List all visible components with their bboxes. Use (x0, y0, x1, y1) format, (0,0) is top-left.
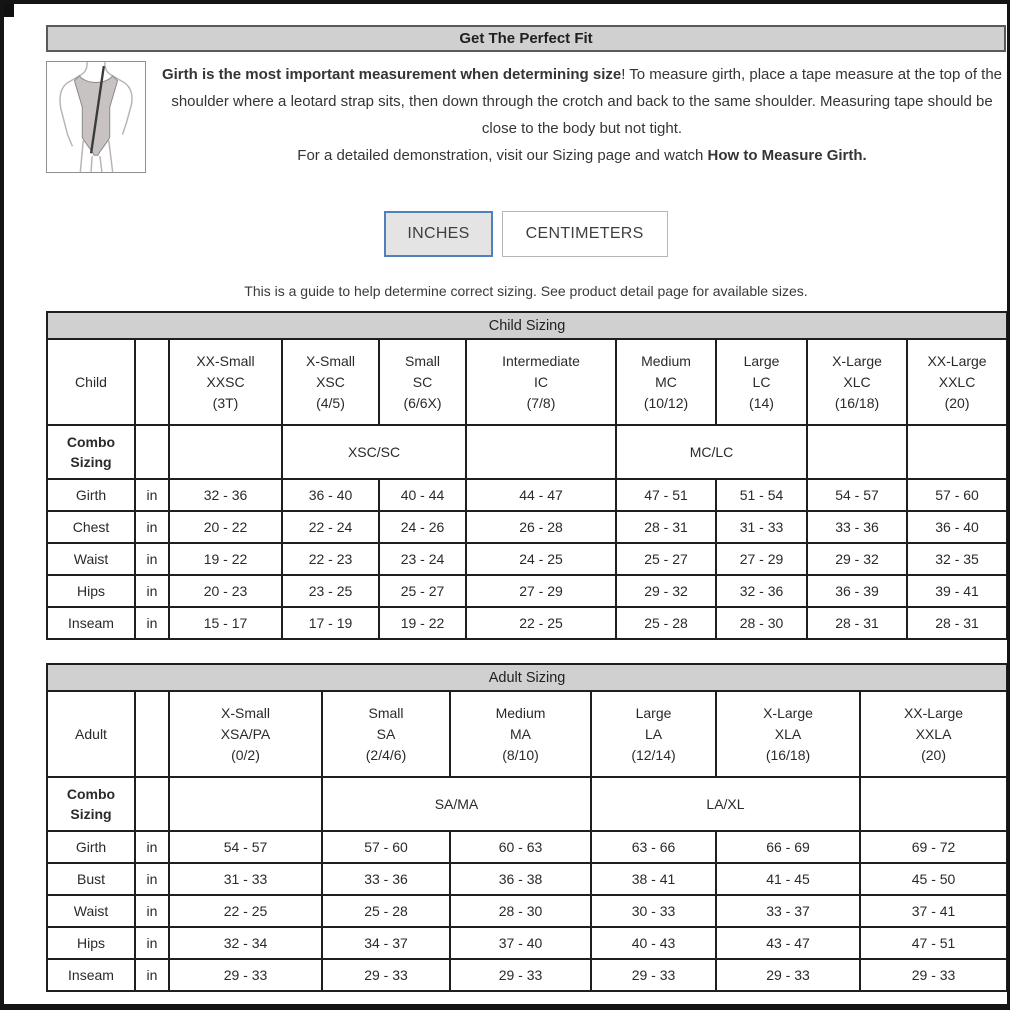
combo-cell: MC/LC (616, 425, 807, 479)
size-value-cell: 29 - 32 (616, 575, 716, 607)
size-value-cell: 66 - 69 (716, 831, 860, 863)
size-column-header (807, 339, 907, 425)
size-value-cell: 32 - 36 (716, 575, 807, 607)
size-value-cell: 22 - 23 (282, 543, 379, 575)
unit-cell: in (135, 959, 169, 991)
size-header-line: XSA/PA (220, 725, 271, 742)
unit-cell: in (135, 895, 169, 927)
size-value-cell: 32 - 35 (907, 543, 1007, 575)
size-column-header (379, 339, 466, 425)
size-header-line: XX-Large (927, 352, 987, 369)
size-column-header (591, 691, 716, 777)
size-value-cell: 47 - 51 (860, 927, 1007, 959)
size-value-cell: 51 - 54 (716, 479, 807, 511)
size-column-header (860, 691, 1007, 777)
size-value-cell: 31 - 33 (716, 511, 807, 543)
measurement-label: Girth (47, 479, 135, 511)
measurement-label: Hips (47, 927, 135, 959)
size-header-line: XLC (843, 373, 871, 390)
table-corner-label: Child (47, 339, 135, 425)
combo-cell: SA/MA (322, 777, 591, 831)
size-value-cell: 45 - 50 (860, 863, 1007, 895)
girth-instructions (158, 61, 1006, 142)
size-value-cell: 41 - 45 (716, 863, 860, 895)
unit-cell: in (135, 927, 169, 959)
table-title-row (47, 312, 1007, 339)
measurement-row (47, 927, 1007, 959)
size-header-line: (10/12) (643, 394, 689, 411)
size-value-cell: 29 - 33 (860, 959, 1007, 991)
size-value-cell: 36 - 38 (450, 863, 591, 895)
size-value-cell: 29 - 33 (169, 959, 322, 991)
measurement-label: Hips (47, 575, 135, 607)
size-value-cell: 30 - 33 (591, 895, 716, 927)
leotard-figure-icon (47, 62, 145, 172)
size-column-header (322, 691, 450, 777)
child-sizing-table-container (46, 311, 1006, 640)
size-header-line: X-Large (763, 704, 813, 721)
size-header-line: LA (644, 725, 663, 742)
intro-text (146, 61, 1006, 173)
size-header-line: (7/8) (526, 394, 556, 411)
size-header-line: Large (743, 352, 780, 369)
child-table (46, 311, 1007, 640)
size-value-cell: 29 - 33 (716, 959, 860, 991)
size-header-line: Small (368, 704, 404, 721)
size-value-cell: 17 - 19 (282, 607, 379, 639)
unit-cell: in (135, 607, 169, 639)
measurement-row (47, 511, 1007, 543)
combo-cell (466, 425, 616, 479)
combo-sizing-row (47, 425, 1007, 479)
size-header-line: XXSC (206, 373, 245, 390)
size-value-cell: 36 - 40 (282, 479, 379, 511)
combo-cell (169, 425, 282, 479)
size-value-cell: 63 - 66 (591, 831, 716, 863)
size-value-cell: 20 - 23 (169, 575, 282, 607)
size-column-header (169, 691, 322, 777)
measurement-row (47, 575, 1007, 607)
girth-instructions-bold: Girth is the most important measurement when determining size (161, 66, 622, 83)
size-header-line: (0/2) (231, 746, 260, 763)
size-value-cell: 38 - 41 (591, 863, 716, 895)
size-value-cell: 37 - 41 (860, 895, 1007, 927)
size-value-cell: 29 - 32 (807, 543, 907, 575)
size-header-line: (20) (944, 394, 970, 411)
unit-cell: in (135, 863, 169, 895)
size-value-cell: 29 - 33 (322, 959, 450, 991)
unit-cell: in (135, 575, 169, 607)
size-header-line: XSC (316, 373, 345, 390)
measurement-row (47, 479, 1007, 511)
table-title-row (47, 664, 1007, 691)
size-value-cell: 57 - 60 (322, 831, 450, 863)
size-header-line: (16/18) (834, 394, 880, 411)
size-value-cell: 22 - 25 (466, 607, 616, 639)
unit-cell: in (135, 543, 169, 575)
measurement-label: Inseam (47, 607, 135, 639)
measurement-label: Waist (47, 543, 135, 575)
demo-note-bold: How to Measure Girth. (707, 147, 867, 164)
centimeters-button[interactable]: CENTIMETERS (502, 211, 668, 257)
size-value-cell: 57 - 60 (907, 479, 1007, 511)
size-value-cell: 29 - 33 (450, 959, 591, 991)
size-header-line: XX-Small (196, 352, 255, 369)
measurement-row (47, 959, 1007, 991)
combo-sizing-label: Combo Sizing (47, 777, 135, 831)
unit-cell (135, 777, 169, 831)
size-header-line: Large (635, 704, 672, 721)
size-header-line: (14) (749, 394, 774, 411)
combo-cell: XSC/SC (282, 425, 466, 479)
size-value-cell: 22 - 24 (282, 511, 379, 543)
demo-note-text: For a detailed demonstration, visit our Sizing page and watch (297, 147, 708, 164)
girth-instructions-rest: ! To measure girth, place a tape measure at the top of the shoulder where a leotard strap sits, then down through the crotch and back to the same shoulder. Measuring tape should be close to the body but not tight. (171, 66, 1003, 137)
size-value-cell: 36 - 40 (907, 511, 1007, 543)
size-column-header (716, 339, 807, 425)
size-value-cell: 32 - 36 (169, 479, 282, 511)
size-value-cell: 33 - 37 (716, 895, 860, 927)
unit-column-header (135, 691, 169, 777)
size-value-cell: 69 - 72 (860, 831, 1007, 863)
size-header-line: (16/18) (765, 746, 811, 763)
measurement-row (47, 543, 1007, 575)
unit-toggle (46, 211, 1006, 257)
table-title: Child Sizing (47, 312, 1007, 339)
combo-cell (169, 777, 322, 831)
size-value-cell: 27 - 29 (466, 575, 616, 607)
size-header-line: Medium (641, 352, 691, 369)
size-value-cell: 33 - 36 (807, 511, 907, 543)
size-value-cell: 54 - 57 (807, 479, 907, 511)
size-value-cell: 29 - 33 (591, 959, 716, 991)
size-value-cell: 20 - 22 (169, 511, 282, 543)
table-corner-label: Adult (47, 691, 135, 777)
size-value-cell: 28 - 31 (616, 511, 716, 543)
combo-cell: LA/XL (591, 777, 860, 831)
size-value-cell: 47 - 51 (616, 479, 716, 511)
size-value-cell: 36 - 39 (807, 575, 907, 607)
size-header-line: (8/10) (502, 746, 539, 763)
size-header-line: MC (655, 373, 677, 390)
size-value-cell: 43 - 47 (716, 927, 860, 959)
size-value-cell: 28 - 31 (807, 607, 907, 639)
size-value-cell: 40 - 44 (379, 479, 466, 511)
size-value-cell: 19 - 22 (169, 543, 282, 575)
combo-cell (860, 777, 1007, 831)
intro-section (46, 61, 1006, 173)
size-value-cell: 60 - 63 (450, 831, 591, 863)
measurement-label: Bust (47, 863, 135, 895)
size-value-cell: 54 - 57 (169, 831, 322, 863)
size-header-line: (12/14) (631, 746, 676, 763)
combo-sizing-row (47, 777, 1007, 831)
measurement-row (47, 895, 1007, 927)
size-header-line: LC (752, 373, 771, 390)
size-header-line: Intermediate (502, 352, 580, 369)
size-value-cell: 44 - 47 (466, 479, 616, 511)
size-header-line: X-Small (305, 352, 355, 369)
measurement-row (47, 831, 1007, 863)
size-column-header (169, 339, 282, 425)
size-header-line: SC (412, 373, 433, 390)
inches-button[interactable]: INCHES (384, 211, 492, 257)
size-value-cell: 22 - 25 (169, 895, 322, 927)
unit-cell (135, 425, 169, 479)
size-column-header (616, 339, 716, 425)
girth-measurement-diagram (46, 61, 146, 173)
measurement-label: Girth (47, 831, 135, 863)
size-header-line: XXLC (938, 373, 976, 390)
combo-sizing-label: Combo Sizing (47, 425, 135, 479)
measurement-row (47, 607, 1007, 639)
frame-corner-mark (4, 4, 14, 17)
size-header-line: (2/4/6) (365, 746, 407, 763)
size-value-cell: 19 - 22 (379, 607, 466, 639)
size-value-cell: 23 - 25 (282, 575, 379, 607)
size-column-header (466, 339, 616, 425)
combo-cell (907, 425, 1007, 479)
size-header-line: MA (510, 725, 531, 742)
size-value-cell: 32 - 34 (169, 927, 322, 959)
size-header-line: X-Small (220, 704, 270, 721)
size-value-cell: 40 - 43 (591, 927, 716, 959)
size-value-cell: 28 - 30 (450, 895, 591, 927)
size-column-header (907, 339, 1007, 425)
size-column-header (450, 691, 591, 777)
table-header-row (47, 691, 1007, 777)
sizing-guide-note: This is a guide to help determine correct sizing. See product detail page for available sizes. (244, 283, 808, 299)
size-value-cell: 28 - 31 (907, 607, 1007, 639)
size-value-cell: 24 - 26 (379, 511, 466, 543)
size-value-cell: 28 - 30 (716, 607, 807, 639)
demo-note (158, 142, 1006, 169)
size-header-line: (20) (921, 746, 946, 763)
size-value-cell: 24 - 25 (466, 543, 616, 575)
unit-cell: in (135, 511, 169, 543)
size-header-line: (3T) (212, 394, 239, 411)
unit-cell: in (135, 479, 169, 511)
size-header-line: XXLA (915, 725, 952, 742)
size-value-cell: 39 - 41 (907, 575, 1007, 607)
size-header-line: XLA (774, 725, 802, 742)
combo-cell (807, 425, 907, 479)
size-header-line: X-Large (832, 352, 882, 369)
size-header-line: IC (534, 373, 548, 390)
size-header-line: Medium (495, 704, 546, 721)
size-header-line: SA (376, 725, 396, 742)
size-value-cell: 31 - 33 (169, 863, 322, 895)
size-header-line: (6/6X) (403, 394, 442, 411)
size-value-cell: 27 - 29 (716, 543, 807, 575)
unit-column-header (135, 339, 169, 425)
adult-sizing-table-container (46, 663, 1006, 992)
measurement-label: Waist (47, 895, 135, 927)
table-title: Adult Sizing (47, 664, 1007, 691)
page-title: Get The Perfect Fit (46, 25, 1006, 52)
measurement-label: Inseam (47, 959, 135, 991)
measurement-label: Chest (47, 511, 135, 543)
size-value-cell: 25 - 27 (616, 543, 716, 575)
size-value-cell: 23 - 24 (379, 543, 466, 575)
table-header-row (47, 339, 1007, 425)
size-value-cell: 34 - 37 (322, 927, 450, 959)
size-value-cell: 15 - 17 (169, 607, 282, 639)
size-header-line: XX-Large (903, 704, 964, 721)
size-value-cell: 25 - 28 (322, 895, 450, 927)
page-content (4, 4, 1007, 1004)
adult-table (46, 663, 1007, 992)
size-column-header (716, 691, 860, 777)
size-header-line: Small (404, 352, 440, 369)
measurement-row (47, 863, 1007, 895)
size-column-header (282, 339, 379, 425)
unit-cell: in (135, 831, 169, 863)
size-value-cell: 26 - 28 (466, 511, 616, 543)
size-value-cell: 37 - 40 (450, 927, 591, 959)
size-value-cell: 25 - 28 (616, 607, 716, 639)
size-value-cell: 33 - 36 (322, 863, 450, 895)
size-value-cell: 25 - 27 (379, 575, 466, 607)
size-header-line: (4/5) (316, 394, 345, 411)
